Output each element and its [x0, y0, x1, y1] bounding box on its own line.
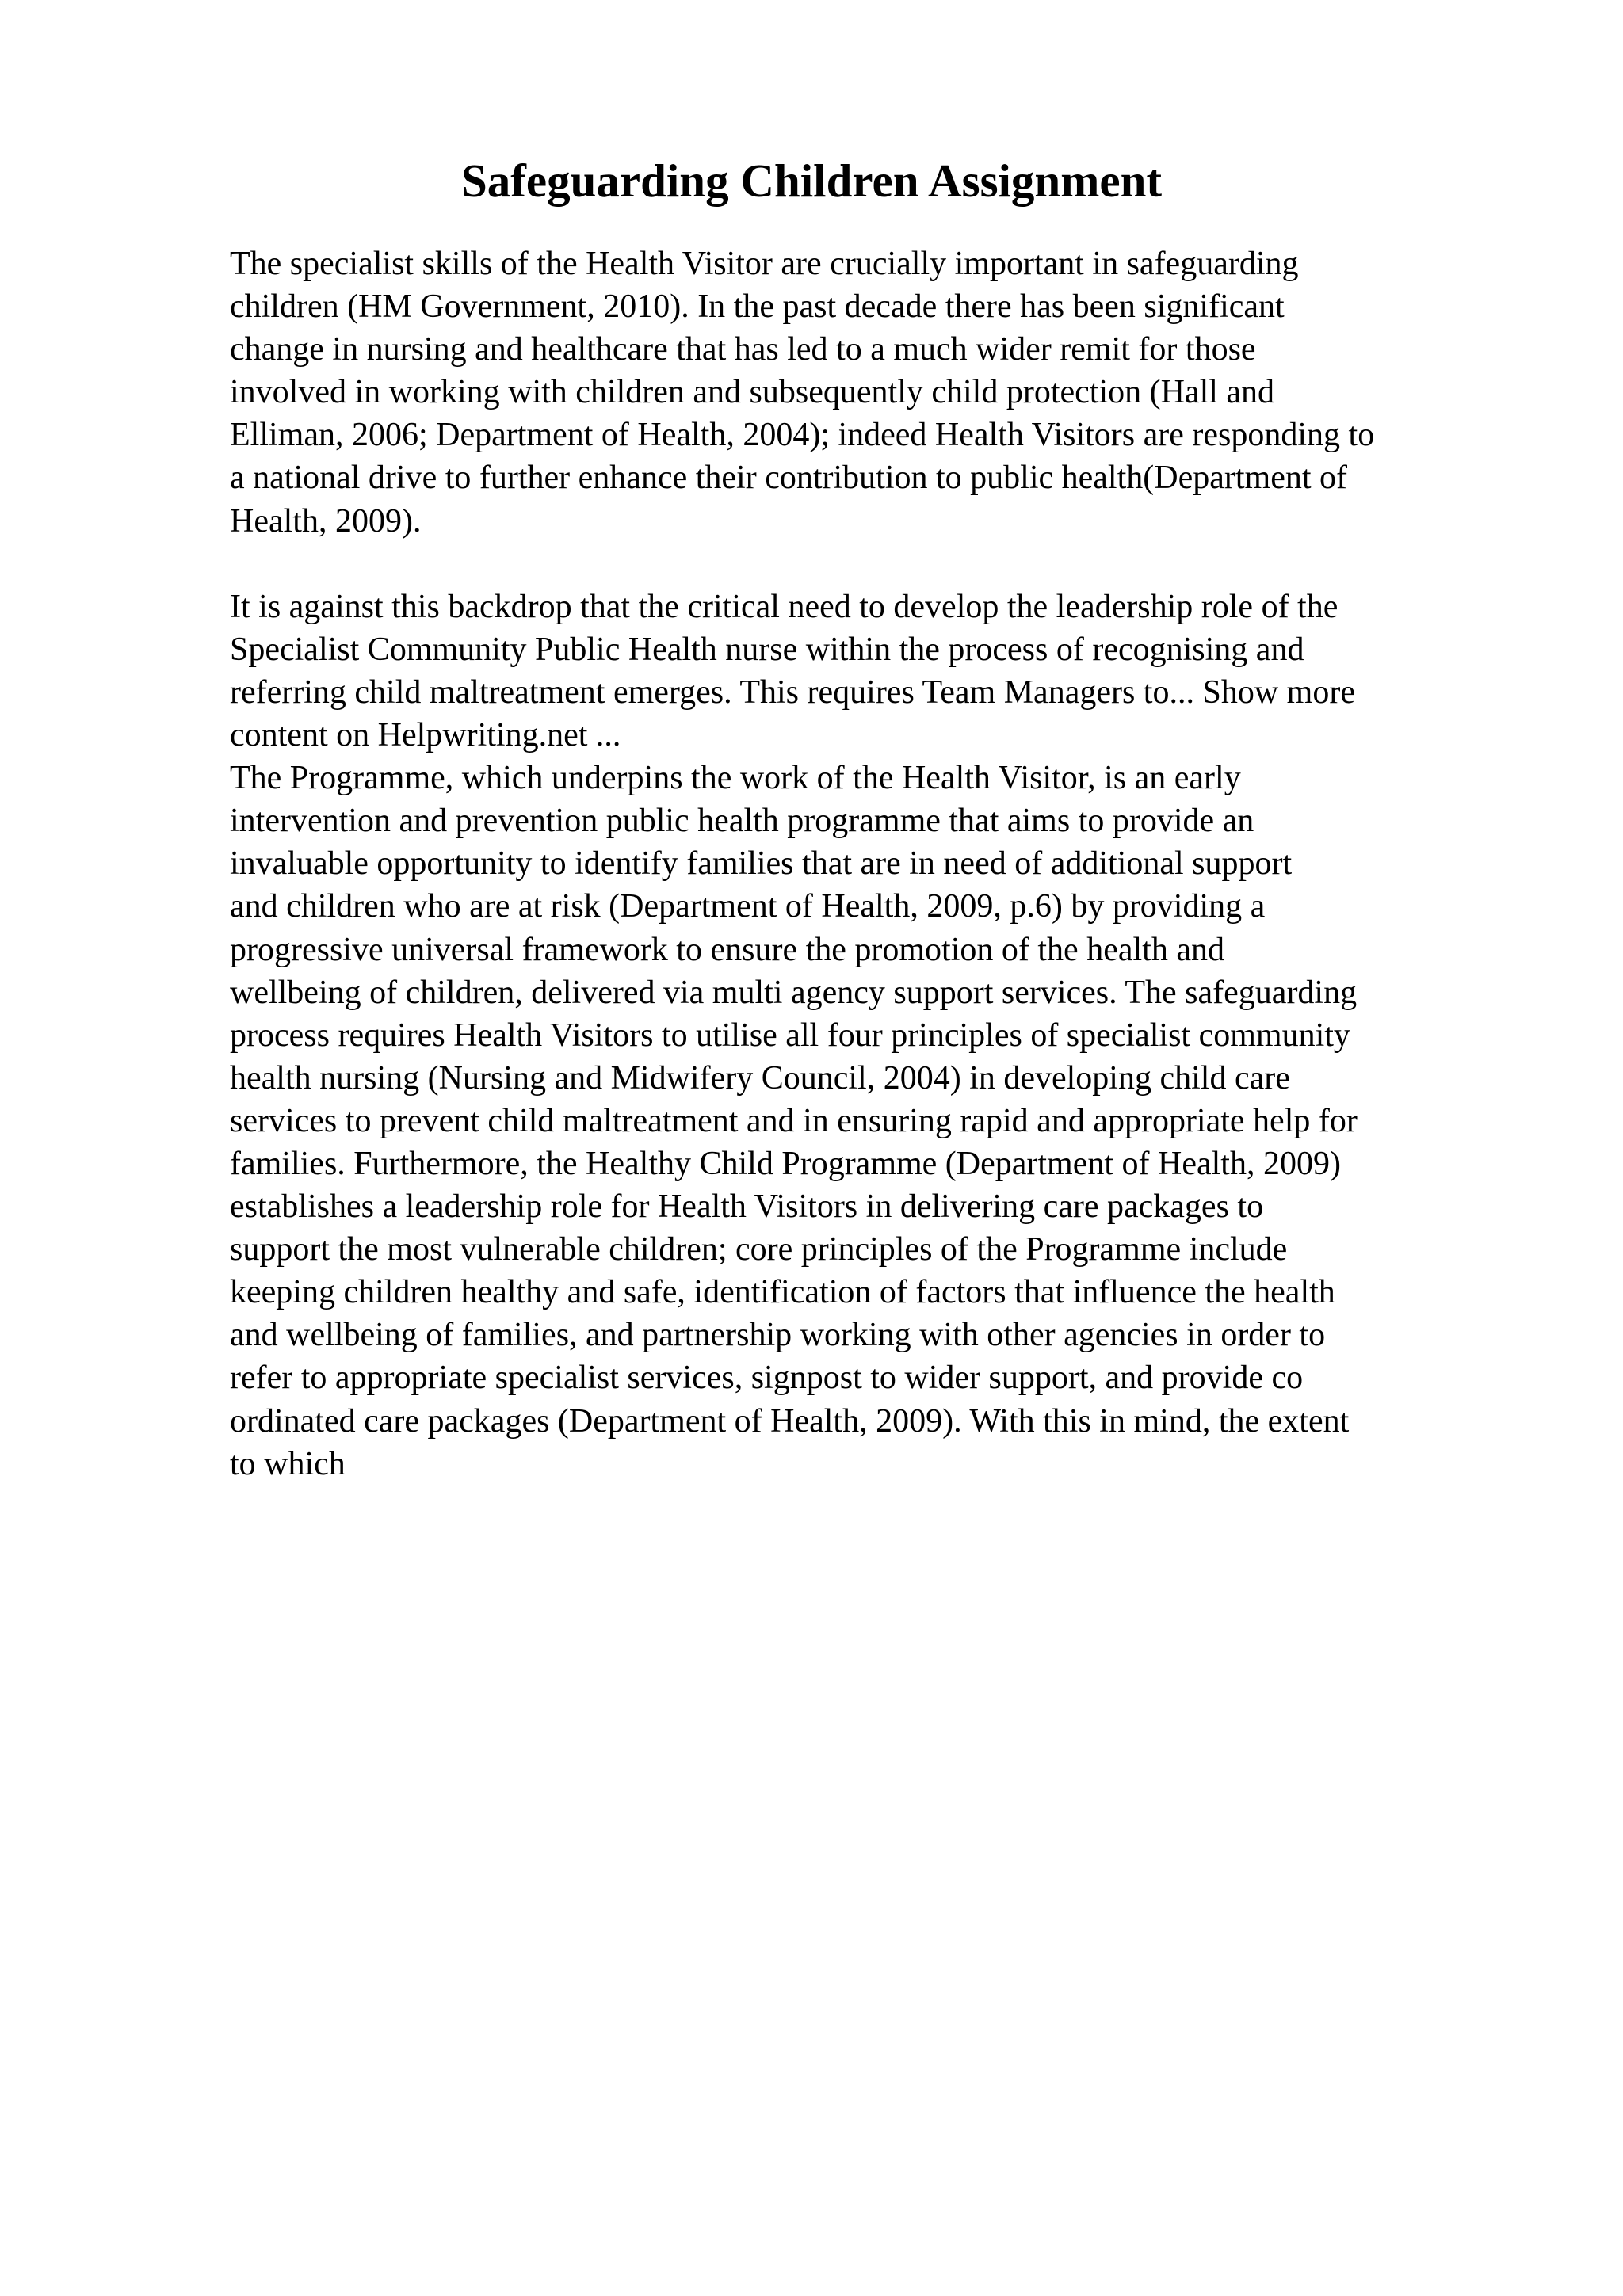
- text-line: intervention and prevention public health programme that aims to provide an: [230, 803, 1254, 840]
- text-line: wellbeing of children, delivered via multi agency support services. The safeguarding: [230, 974, 1358, 1011]
- text-line: Elliman, 2006; Department of Health, 2004); indeed Health Visitors are responding to: [230, 417, 1375, 454]
- text-line: process requires Health Visitors to utilise all four principles of specialist community: [230, 1016, 1350, 1054]
- paragraph-2: [230, 585, 1514, 757]
- text-line: ordinated care packages (Department of Health, 2009). With this in mind, the extent: [230, 1402, 1350, 1440]
- text-line: keeping children healthy and safe, identification of factors that influence the health: [230, 1274, 1335, 1311]
- text-line: to which: [230, 1445, 346, 1482]
- text-line: content on Helpwriting.net ...: [230, 717, 621, 754]
- text-line: It is against this backdrop that the critical need to develop the leadership role of the: [230, 588, 1338, 625]
- paragraph-1: [230, 242, 1514, 543]
- paragraph-3: [230, 757, 1514, 1486]
- text-line: invaluable opportunity to identify families that are in need of additional support: [230, 845, 1293, 883]
- text-line: and children who are at risk (Department of Health, 2009, p.6) by providing a: [230, 888, 1266, 925]
- text-line: services to prevent child maltreatment and in ensuring rapid and appropriate help for: [230, 1102, 1358, 1139]
- text-line: refer to appropriate specialist services, signpost to wider support, and provide co: [230, 1360, 1304, 1397]
- document-title: Safeguarding Children Assignment: [460, 154, 1163, 207]
- text-line: health nursing (Nursing and Midwifery Council, 2004) in developing child care: [230, 1059, 1290, 1097]
- text-line: Health, 2009).: [230, 502, 422, 540]
- text-line: The specialist skills of the Health Visitor are crucially important in safeguarding: [230, 246, 1299, 282]
- text-line: progressive universal framework to ensure the promotion of the health and: [230, 931, 1224, 968]
- text-line: involved in working with children and subsequently child protection (Hall and: [230, 374, 1275, 411]
- text-line: children (HM Government, 2010). In the past decade there has been significant: [230, 288, 1285, 326]
- document-body: [230, 242, 1514, 1486]
- text-line: a national drive to further enhance their contribution to public health(Department of: [230, 460, 1347, 497]
- text-line: and wellbeing of families, and partnership working with other agencies in order to: [230, 1317, 1326, 1354]
- text-line: referring child maltreatment emerges. This requires Team Managers to... Show more: [230, 673, 1355, 711]
- paragraph-spacer: [230, 543, 1514, 585]
- text-line: establishes a leadership role for Health Visitors in delivering care packages to: [230, 1188, 1264, 1226]
- text-line: families. Furthermore, the Healthy Child Programme (Department of Health, 2009): [230, 1145, 1341, 1182]
- text-line: change in nursing and healthcare that has led to a much wider remit for those: [230, 331, 1256, 368]
- text-line: Specialist Community Public Health nurse within the process of recognising and: [230, 631, 1304, 668]
- text-line: support the most vulnerable children; core principles of the Programme include: [230, 1231, 1288, 1268]
- text-line: The Programme, which underpins the work of the Health Visitor, is an early: [230, 760, 1241, 797]
